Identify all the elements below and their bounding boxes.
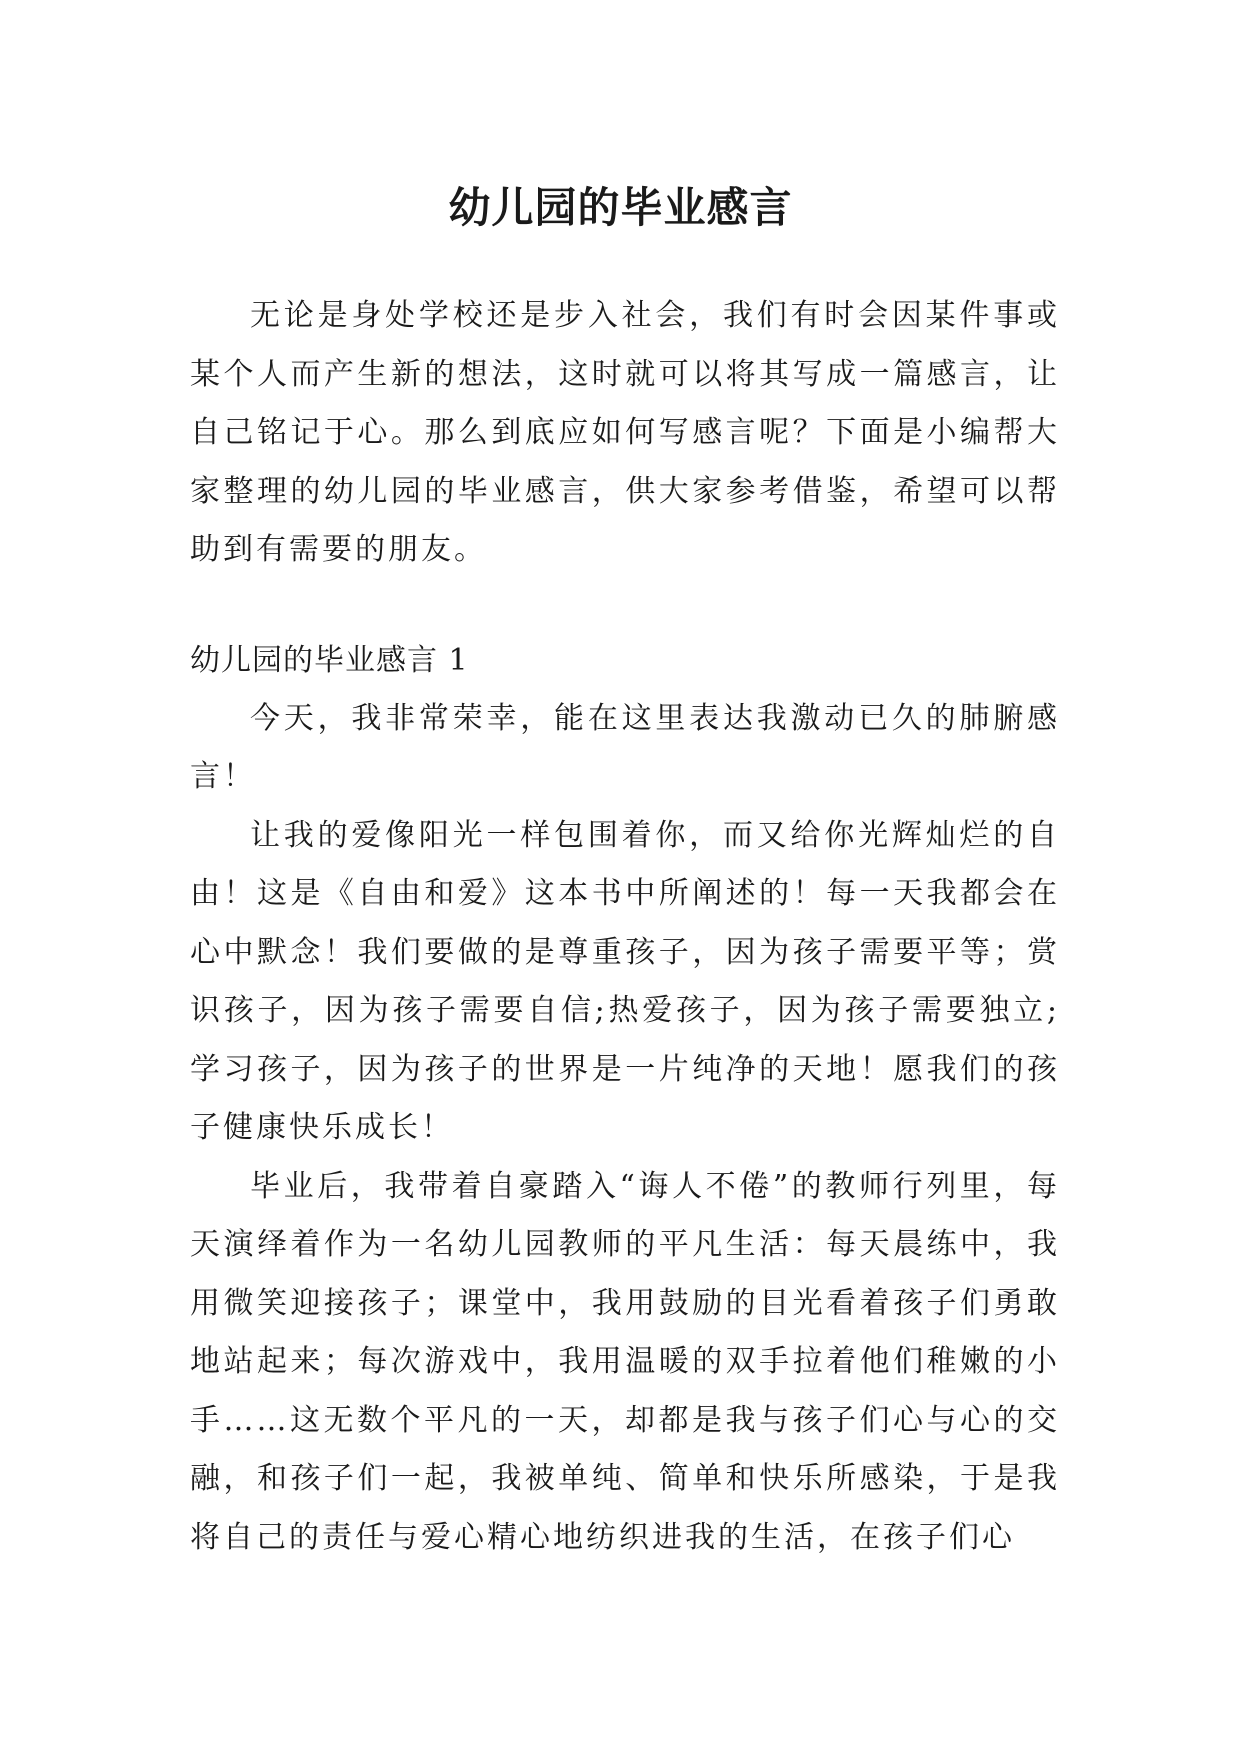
document-body [190,287,1060,1567]
section-heading: 幼儿园的毕业感言 1 [190,642,469,678]
body-paragraph: 今天，我非常荣幸，能在这里表达我激动已久的肺腑感言！ [190,700,1060,794]
intro-paragraph: 无论是身处学校还是步入社会，我们有时会因某件事或某个人而产生新的想法，这时就可以将其写成一篇感言，让自己铭记于心。那么到底应如何写感言呢？下面是小编帮大家整理的幼儿园的毕业感言，供大家参考借鉴，希望可以帮助到有需要的朋友。 [190,298,1060,567]
body-paragraph: 让我的爱像阳光一样包围着你，而又给你光辉灿烂的自由！这是《自由和爱》这本书中所阐述的！每一天我都会在心中默念！我们要做的是尊重孩子，因为孩子需要平等；赏识孩子，因为孩子需要自信;热爱孩子，因为孩子需要独立;学习孩子，因为孩子的世界是一片纯净的天地！愿我们的孩子健康快乐成长！ [190,817,1060,1145]
section-spacer [190,580,1060,632]
body-paragraph: 毕业后，我带着自豪踏入“诲人不倦”的教师行列里，每天演绎着作为一名幼儿园教师的平凡生活：每天晨练中，我用微笑迎接孩子；课堂中，我用鼓励的目光看着孩子们勇敢地站起来；每次游戏中，我用温暖的双手拉着他们稚嫩的小手……这无数个平凡的一天，却都是我与孩子们心与心的交融，和孩子们一起，我被单纯、简单和快乐所感染，于是我将自己的责任与爱心精心地纺织进我的生活，在孩子们心 [190,1168,1060,1555]
document-title: 幼儿园的毕业感言 [448,183,793,233]
